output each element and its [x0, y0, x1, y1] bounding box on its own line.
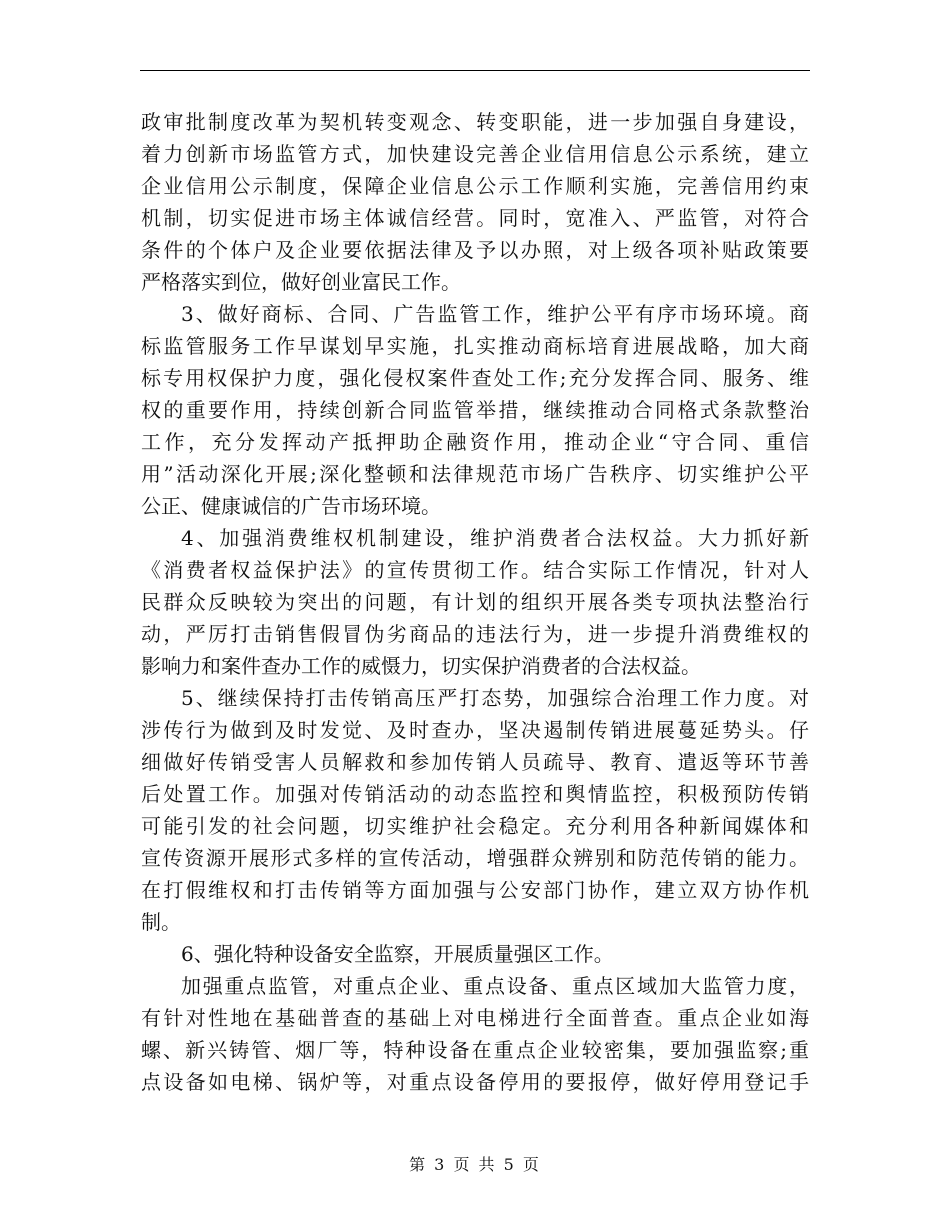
page-number-footer: 第 3 页 共 5 页	[409, 1155, 541, 1174]
header-rule	[140, 70, 810, 71]
text-line: 点设备如电梯、锅炉等，对重点设备停用的要报停，做好停用登记手	[141, 1070, 809, 1094]
text-line: 用”活动深化开展;深化整顿和法律规范市场广告秩序、切实维护公平	[141, 462, 809, 486]
text-line: 影响力和案件查办工作的威慑力，切实保护消费者的合法权益。	[141, 654, 701, 678]
text-line: 涉传行为做到及时发觉、及时查办，坚决遏制传销进展蔓延势头。仔	[141, 718, 809, 742]
text-line: 后处置工作。加强对传销活动的动态监控和舆情监控，积极预防传销	[141, 782, 809, 806]
text-line: 螺、新兴铸管、烟厂等，特种设备在重点企业较密集，要加强监察;重	[141, 1038, 809, 1062]
text-line: 严格落实到位，做好创业富民工作。	[141, 270, 461, 294]
text-line: 5、继续保持打击传销高压严打态势，加强综合治理工作力度。对	[181, 686, 809, 710]
text-line: 加强重点监管，对重点企业、重点设备、重点区域加大监管力度，	[181, 974, 809, 998]
text-line: 标监管服务工作早谋划早实施，扎实推动商标培育进展战略，加大商	[141, 334, 809, 358]
text-line: 工作，充分发挥动产抵押助企融资作用，推动企业“守合同、重信	[141, 430, 809, 454]
text-line: 条件的个体户及企业要依据法律及予以办照，对上级各项补贴政策要	[141, 238, 809, 262]
text-line: 制。	[141, 910, 181, 934]
text-line: 3、做好商标、合同、广告监管工作，维护公平有序市场环境。商	[181, 302, 809, 326]
text-line: 4、加强消费维权机制建设，维护消费者合法权益。大力抓好新	[181, 526, 809, 550]
text-line: 政审批制度改革为契机转变观念、转变职能，进一步加强自身建设，	[141, 110, 809, 134]
text-line: 机制，切实促进市场主体诚信经营。同时，宽准入、严监管，对符合	[141, 206, 809, 230]
body-text	[141, 106, 809, 1098]
text-line: 民群众反映较为突出的问题，有计划的组织开展各类专项执法整治行	[141, 590, 809, 614]
text-line: 着力创新市场监管方式，加快建设完善企业信用信息公示系统，建立	[141, 142, 809, 166]
text-line: 细做好传销受害人员解救和参加传销人员疏导、教育、遣返等环节善	[141, 750, 809, 774]
text-line: 宣传资源开展形式多样的宣传活动，增强群众辨别和防范传销的能力。	[141, 846, 809, 870]
text-line: 可能引发的社会问题，切实维护社会稳定。充分利用各种新闻媒体和	[141, 814, 809, 838]
text-line: 标专用权保护力度，强化侵权案件查处工作;充分发挥合同、服务、维	[141, 366, 809, 390]
text-line: 公正、健康诚信的广告市场环境。	[141, 494, 441, 518]
text-line: 6、强化特种设备安全监察，开展质量强区工作。	[181, 942, 614, 966]
text-line: 有针对性地在基础普查的基础上对电梯进行全面普查。重点企业如海	[141, 1006, 809, 1030]
text-line: 权的重要作用，持续创新合同监管举措，继续推动合同格式条款整治	[141, 398, 809, 422]
text-line: 《消费者权益保护法》的宣传贯彻工作。结合实际工作情况，针对人	[141, 558, 809, 582]
text-line: 企业信用公示制度，保障企业信息公示工作顺利实施，完善信用约束	[141, 174, 809, 198]
text-line: 动，严厉打击销售假冒伪劣商品的违法行为，进一步提升消费维权的	[141, 622, 809, 646]
text-line: 在打假维权和打击传销等方面加强与公安部门协作，建立双方协作机	[141, 878, 809, 902]
